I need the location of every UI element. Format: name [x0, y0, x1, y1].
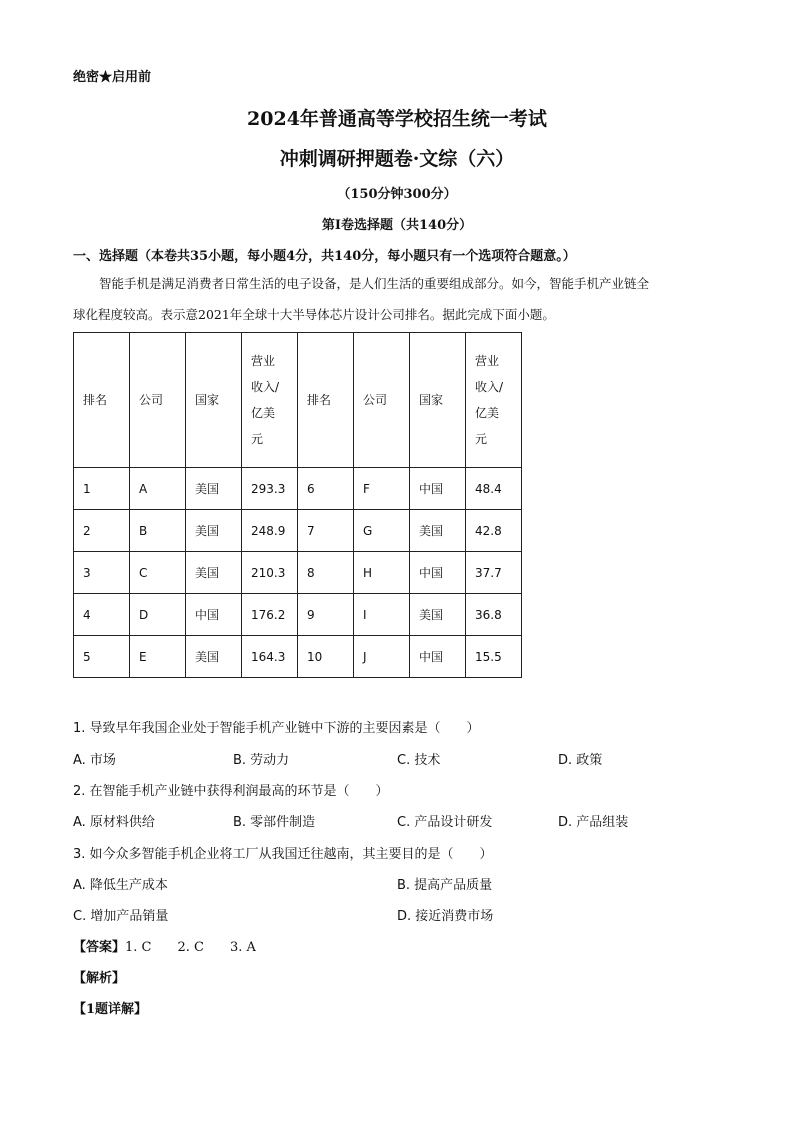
question-2-stem: 2. 在智能手机产业链中获得利润最高的环节是（ ）: [73, 784, 389, 799]
table-cell: 美国: [410, 510, 466, 552]
chip-company-ranking-table: [73, 332, 522, 678]
table-row: [74, 552, 522, 594]
header-revenue-line: 收入/: [251, 380, 280, 394]
table-cell: 1: [74, 468, 130, 510]
header-revenue-line: 营业: [251, 354, 276, 368]
answer-text: 1. C 2. C 3. A: [125, 940, 256, 955]
question-2-option-a: A. 原材料供给: [73, 815, 155, 830]
table-cell: 15.5: [466, 636, 522, 678]
answer-label: 【答案】: [73, 940, 126, 955]
header-cell-revenue: [242, 333, 298, 468]
question-3-option-b: B. 提高产品质量: [397, 878, 493, 893]
confidential-mark: 绝密★启用前: [73, 70, 152, 85]
question-1-option-b: B. 劳动力: [233, 753, 290, 768]
table-cell: D: [130, 594, 186, 636]
table-cell: G: [354, 510, 410, 552]
table-cell: 3: [74, 552, 130, 594]
table-cell: 8: [298, 552, 354, 594]
table-cell: 164.3: [242, 636, 298, 678]
table-row: [74, 636, 522, 678]
table-cell: 美国: [186, 636, 242, 678]
table-cell: 中国: [410, 468, 466, 510]
table-cell: B: [130, 510, 186, 552]
question-3-option-c: C. 增加产品销量: [73, 909, 169, 924]
table-cell: 美国: [186, 510, 242, 552]
question-1-stem: 1. 导致早年我国企业处于智能手机产业链中下游的主要因素是（ ）: [73, 721, 480, 736]
question-1-option-c: C. 技术: [397, 753, 441, 768]
section-heading: 一、选择题（本卷共35小题，每小题4分，共140分，每小题只有一个选项符合题意。）: [73, 249, 576, 264]
table-cell: C: [130, 552, 186, 594]
table-row: [74, 594, 522, 636]
header-cell-company: 公司: [130, 333, 186, 468]
intro-line-2: 球化程度较高。表示意2021年全球十大半导体芯片设计公司排名。据此完成下面小题。: [73, 307, 555, 322]
answer-line: [73, 936, 256, 955]
question-3-stem: 3. 如今众多智能手机企业将工厂从我国迁往越南，其主要目的是（ ）: [73, 847, 493, 862]
table-cell: 7: [298, 510, 354, 552]
table-cell: 210.3: [242, 552, 298, 594]
header-revenue-line: 收入/: [475, 380, 504, 394]
table-cell: 48.4: [466, 468, 522, 510]
table-cell: 中国: [410, 552, 466, 594]
question-2-option-b: B. 零部件制造: [233, 815, 316, 830]
header-cell-rank: 排名: [74, 333, 130, 468]
table-cell: I: [354, 594, 410, 636]
table-cell: E: [130, 636, 186, 678]
table-cell: 4: [74, 594, 130, 636]
table-cell: F: [354, 468, 410, 510]
header-cell-rank: 排名: [298, 333, 354, 468]
header-revenue-line: 营业: [475, 354, 500, 368]
header-cell-company: 公司: [354, 333, 410, 468]
table-cell: 6: [298, 468, 354, 510]
table-cell: 42.8: [466, 510, 522, 552]
question-3-option-a: A. 降低生产成本: [73, 878, 168, 893]
table-cell: 176.2: [242, 594, 298, 636]
table-cell: A: [130, 468, 186, 510]
table-cell: 37.7: [466, 552, 522, 594]
intro-line-1: 智能手机是满足消费者日常生活的电子设备，是人们生活的重要组成部分。如今，智能手机产业链全: [99, 276, 650, 291]
header-cell-country: 国家: [410, 333, 466, 468]
table-cell: 9: [298, 594, 354, 636]
table-row: [74, 468, 522, 510]
header-revenue-line: 亿美: [251, 406, 276, 420]
volume-heading: 第Ⅰ卷选择题（共140分）: [321, 218, 473, 233]
exam-title: 2024年普通高等学校招生统一考试: [247, 108, 547, 130]
table-cell: 中国: [410, 636, 466, 678]
table-cell: 美国: [410, 594, 466, 636]
table-cell: 5: [74, 636, 130, 678]
time-score-note: （150分钟300分）: [337, 187, 457, 202]
exam-subtitle: 冲刺调研押题卷·文综（六）: [279, 148, 515, 170]
header-cell-revenue: [466, 333, 522, 468]
header-revenue-line: 元: [475, 432, 488, 446]
question-3-option-d: D. 接近消费市场: [397, 909, 494, 924]
table-cell: 美国: [186, 552, 242, 594]
analysis-label: 【解析】: [73, 971, 126, 986]
table-cell: 293.3: [242, 468, 298, 510]
header-revenue-line: 元: [251, 432, 264, 446]
table-cell: J: [354, 636, 410, 678]
table-cell: 美国: [186, 468, 242, 510]
table-cell: 2: [74, 510, 130, 552]
table-cell: 中国: [186, 594, 242, 636]
header-cell-country: 国家: [186, 333, 242, 468]
table-cell: 36.8: [466, 594, 522, 636]
question-1-option-a: A. 市场: [73, 753, 116, 768]
table-cell: 248.9: [242, 510, 298, 552]
table-row: [74, 510, 522, 552]
table-cell: H: [354, 552, 410, 594]
detail-label: 【1题详解】: [73, 1002, 148, 1017]
question-1-option-d: D. 政策: [558, 753, 603, 768]
table-cell: 10: [298, 636, 354, 678]
question-2-option-d: D. 产品组装: [558, 815, 629, 830]
table-header-row: [74, 333, 522, 468]
question-2-option-c: C. 产品设计研发: [397, 815, 493, 830]
header-revenue-line: 亿美: [475, 406, 500, 420]
